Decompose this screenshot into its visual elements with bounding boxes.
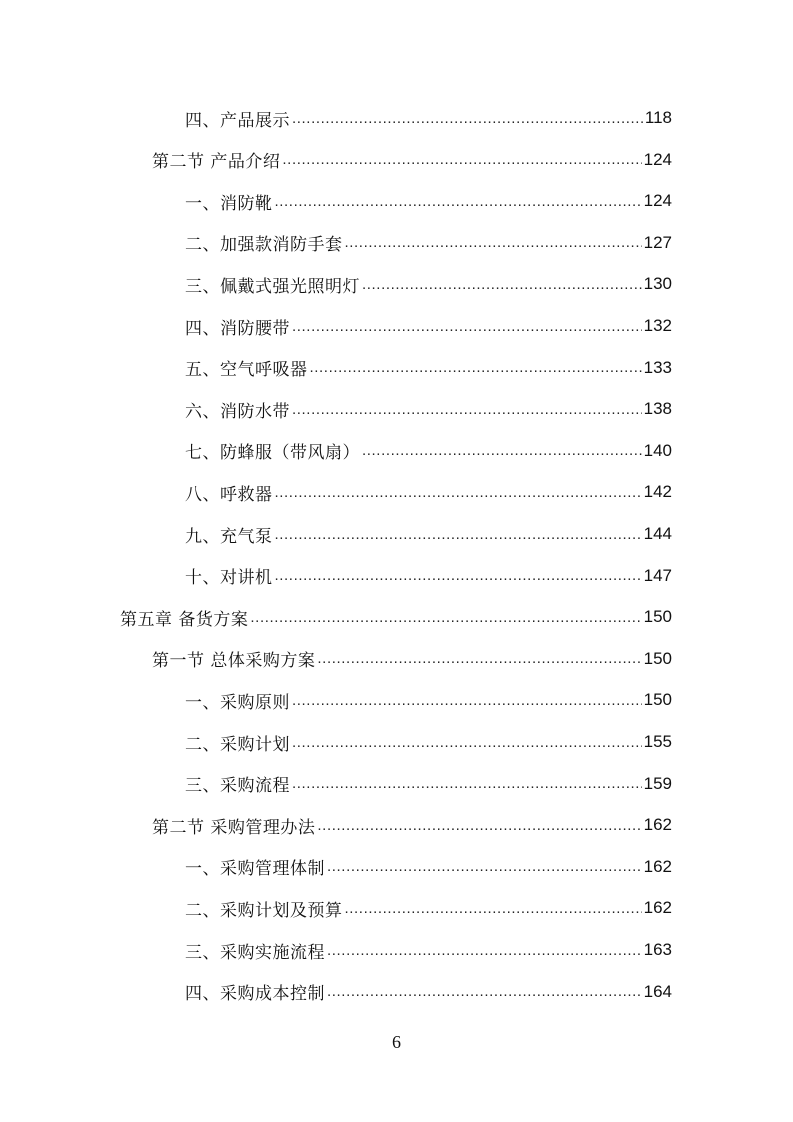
toc-entry-title: 六、消防水带	[185, 401, 290, 422]
toc-entry-page: 150	[643, 607, 672, 627]
toc-entry[interactable]	[185, 846, 672, 888]
dot-leader	[362, 442, 642, 459]
toc-entry-title: 第二节 产品介绍	[152, 152, 281, 173]
dot-leader	[327, 942, 642, 959]
toc-entry[interactable]	[120, 596, 672, 638]
toc-entry-title: 八、呼救器	[185, 484, 273, 505]
toc-entry-page: 162	[643, 898, 672, 918]
toc-entry[interactable]	[185, 887, 672, 929]
toc-entry-page: 162	[643, 856, 672, 876]
toc-entry-page: 124	[643, 191, 672, 211]
page-number: 6	[392, 1032, 401, 1052]
toc-entry-page: 133	[643, 357, 672, 377]
dot-leader	[282, 151, 641, 168]
toc-entry-page: 162	[643, 815, 672, 835]
toc-entry-title: 三、佩戴式强光照明灯	[185, 276, 360, 297]
toc-entry-page: 164	[643, 981, 672, 1001]
toc-entry[interactable]	[185, 971, 672, 1013]
toc-entry[interactable]	[185, 929, 672, 971]
toc-entry-title: 五、空气呼吸器	[185, 360, 308, 381]
toc-entry[interactable]	[152, 139, 672, 181]
toc-entry[interactable]	[185, 721, 672, 763]
toc-entry-title: 四、采购成本控制	[185, 984, 325, 1005]
dot-leader	[345, 234, 642, 251]
toc-entry[interactable]	[185, 513, 672, 555]
toc-entry[interactable]	[185, 263, 672, 305]
dot-leader	[292, 734, 642, 751]
toc-entry-page: 147	[643, 565, 672, 585]
toc-entry-title: 第一节 总体采购方案	[152, 651, 316, 672]
dot-leader	[317, 817, 641, 834]
dot-leader	[275, 193, 642, 210]
toc-entry-page: 142	[643, 482, 672, 502]
toc-entry-page: 159	[643, 773, 672, 793]
toc-entry[interactable]	[185, 471, 672, 513]
dot-leader	[275, 526, 642, 543]
toc-entry[interactable]	[185, 430, 672, 472]
dot-leader	[275, 567, 642, 584]
dot-leader	[292, 775, 642, 792]
toc-entry-title: 四、消防腰带	[185, 318, 290, 339]
toc-entry-title: 十、对讲机	[185, 568, 273, 589]
toc-entry-title: 第五章 备货方案	[120, 609, 249, 630]
toc-entry-title: 二、加强款消防手套	[185, 235, 343, 256]
dot-leader	[292, 692, 642, 709]
dot-leader	[345, 900, 642, 917]
dot-leader	[362, 276, 642, 293]
toc-entry-page: 150	[643, 648, 672, 668]
toc-entry-title: 九、充气泵	[185, 526, 273, 547]
toc-entry-page: 127	[643, 232, 672, 252]
toc-entry-title: 二、采购计划及预算	[185, 900, 343, 921]
dot-leader	[292, 318, 642, 335]
toc-entry-title: 第二节 采购管理办法	[152, 817, 316, 838]
toc-entry-page: 124	[643, 149, 672, 169]
toc-entry-title: 二、采购计划	[185, 734, 290, 755]
toc-entry-page: 155	[643, 732, 672, 751]
toc-entry[interactable]	[185, 305, 672, 347]
dot-leader	[317, 650, 641, 667]
toc-entry-page: 132	[643, 316, 672, 335]
toc-entry-title: 七、防蜂服（带风扇）	[185, 443, 360, 464]
toc-entry[interactable]	[185, 555, 672, 597]
dot-leader	[310, 359, 642, 376]
toc-entry-page: 130	[643, 274, 672, 294]
toc-entry[interactable]	[185, 180, 672, 222]
dot-leader	[250, 609, 641, 626]
toc-entry[interactable]	[185, 763, 672, 805]
toc-entry-title: 一、消防靴	[185, 193, 273, 214]
toc-entry-title: 一、采购原则	[185, 692, 290, 713]
toc-entry-title: 一、采购管理体制	[185, 859, 325, 880]
toc-entry[interactable]	[185, 347, 672, 389]
dot-leader	[292, 110, 643, 127]
toc-entry[interactable]	[185, 388, 672, 430]
toc-entry-page: 118	[644, 108, 672, 127]
dot-leader	[292, 401, 642, 418]
toc-entry-page: 144	[643, 524, 672, 543]
toc-entry-page: 138	[643, 399, 672, 419]
toc-entry-title: 三、采购流程	[185, 776, 290, 797]
toc-entry-page: 163	[643, 940, 672, 959]
dot-leader	[327, 983, 642, 1000]
dot-leader	[275, 484, 642, 501]
toc-entry[interactable]	[185, 679, 672, 721]
toc-entry-title: 四、产品展示	[185, 110, 290, 131]
toc-entry[interactable]	[185, 222, 672, 264]
dot-leader	[327, 858, 642, 875]
toc-entry-page: 140	[643, 440, 672, 460]
toc-entry[interactable]	[152, 804, 672, 846]
toc-entry[interactable]	[185, 97, 672, 139]
toc-entry-page: 150	[643, 690, 672, 710]
toc-entry[interactable]	[152, 638, 672, 680]
toc-entry-title: 三、采购实施流程	[185, 942, 325, 963]
